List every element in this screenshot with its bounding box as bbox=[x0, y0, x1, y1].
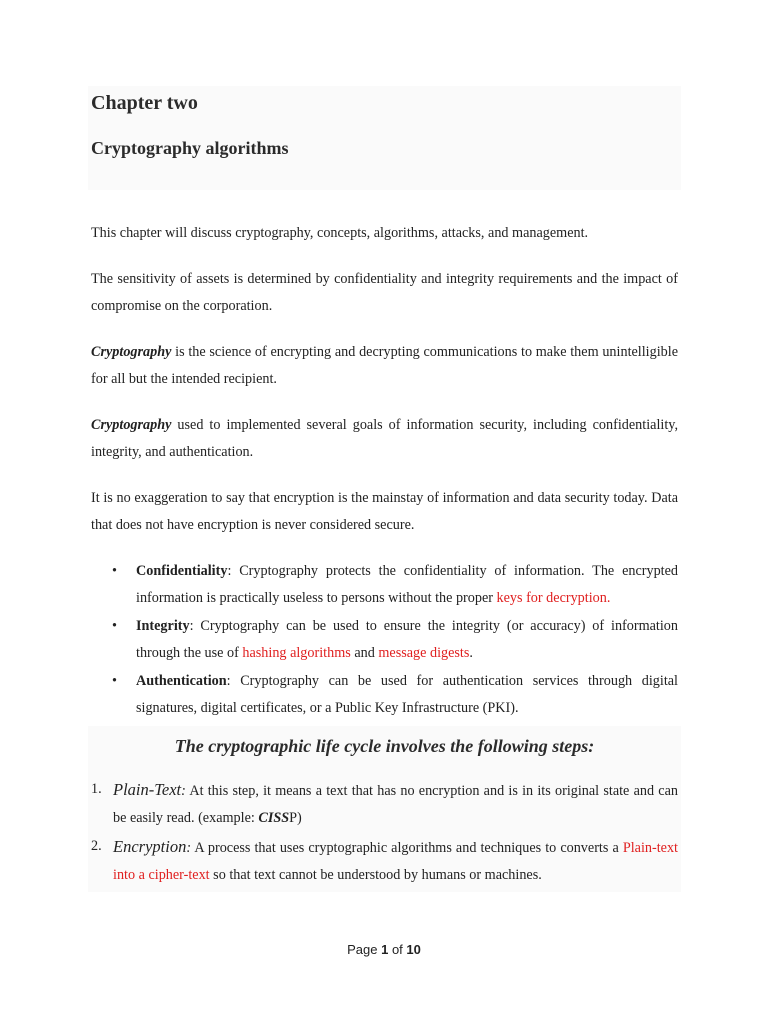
lifecycle-steps-list bbox=[91, 776, 678, 890]
list-item bbox=[91, 776, 678, 832]
step-text: At this step, it means a text that has no encryption and is in its original state and can be easily read. (example: bbox=[113, 783, 678, 826]
step-text: so that text cannot be understood by humans or machines. bbox=[209, 867, 542, 883]
highlight-text: Plain-text into a cipher-text bbox=[113, 840, 678, 883]
paragraph-text: This chapter will discuss cryptography, concepts, algorithms, attacks, and management. bbox=[91, 225, 589, 241]
paragraph-text: It is no exaggeration to say that encryption is the mainstay of information and data security today. Data that does not have encryption is never considered secure. bbox=[91, 490, 678, 533]
example-bold: CISS bbox=[258, 810, 290, 826]
list-item bbox=[112, 668, 678, 721]
footer-page-current: 1 bbox=[381, 942, 389, 957]
highlight-text: message digests bbox=[378, 644, 470, 661]
list-item bbox=[112, 558, 678, 611]
bullet-icon: • bbox=[112, 673, 117, 689]
chapter-title: Chapter two bbox=[91, 92, 198, 114]
bullet-icon: • bbox=[112, 563, 117, 579]
term-cryptography: Cryptography bbox=[91, 344, 172, 360]
section-title: Cryptography algorithms bbox=[91, 138, 289, 158]
step-text: P) bbox=[289, 810, 302, 826]
list-item bbox=[112, 613, 678, 666]
list-item bbox=[91, 833, 678, 889]
footer-of-label: of bbox=[391, 942, 403, 957]
step-term: Plain-Text bbox=[113, 780, 182, 799]
step-number: 2. bbox=[91, 838, 102, 854]
footer-page-label: Page bbox=[347, 942, 378, 957]
step-term: Encryption bbox=[113, 837, 187, 856]
footer-page-total: 10 bbox=[406, 942, 421, 957]
paragraph-text: is the science of encrypting and decrypting communications to make them unintelligible for all but the intended recipient. bbox=[91, 344, 678, 387]
bullet-term: Integrity bbox=[136, 618, 190, 634]
paragraph-cryptography-goals bbox=[91, 412, 678, 465]
paragraph-sensitivity bbox=[91, 266, 678, 319]
bullet-text: . bbox=[469, 644, 473, 661]
bullet-text: : Cryptography can be used for authentication services through digital signatures, digital certificates, or a Public Key Infrastructure (PKI). bbox=[136, 673, 678, 716]
highlight-text: hashing algorithms bbox=[242, 644, 351, 661]
goals-bullet-list bbox=[112, 558, 678, 723]
lifecycle-heading: The cryptographic life cycle involves the following steps: bbox=[174, 736, 595, 756]
paragraph-encryption-mainstay bbox=[91, 485, 678, 538]
bullet-term: Authentication bbox=[136, 673, 227, 689]
bullet-icon: • bbox=[112, 618, 117, 634]
paragraph-cryptography-definition bbox=[91, 339, 678, 392]
bullet-term: Confidentiality bbox=[136, 563, 228, 579]
bullet-text: : Cryptography protects the confidentiality of information. The encrypted information is practically useless to persons without the proper bbox=[136, 563, 678, 606]
step-colon: : bbox=[186, 840, 192, 856]
bullet-text: and bbox=[350, 644, 379, 661]
bullet-text: : Cryptography can be used to ensure the integrity (or accuracy) of information through the use of bbox=[136, 618, 678, 661]
step-number: 1. bbox=[91, 781, 102, 797]
page-footer bbox=[0, 942, 768, 957]
highlight-text: keys for decryption. bbox=[496, 589, 611, 606]
step-colon: : bbox=[181, 783, 186, 799]
term-cryptography: Cryptography bbox=[91, 417, 172, 433]
paragraph-text: The sensitivity of assets is determined by confidentiality and integrity requirements and the impact of compromise on the corporation. bbox=[91, 271, 678, 314]
step-text: A process that uses cryptographic algorithms and techniques to converts a bbox=[191, 840, 623, 856]
paragraph-intro bbox=[91, 220, 678, 247]
paragraph-text: used to implemented several goals of information security, including confidentiality, integrity, and authentication. bbox=[91, 417, 678, 460]
